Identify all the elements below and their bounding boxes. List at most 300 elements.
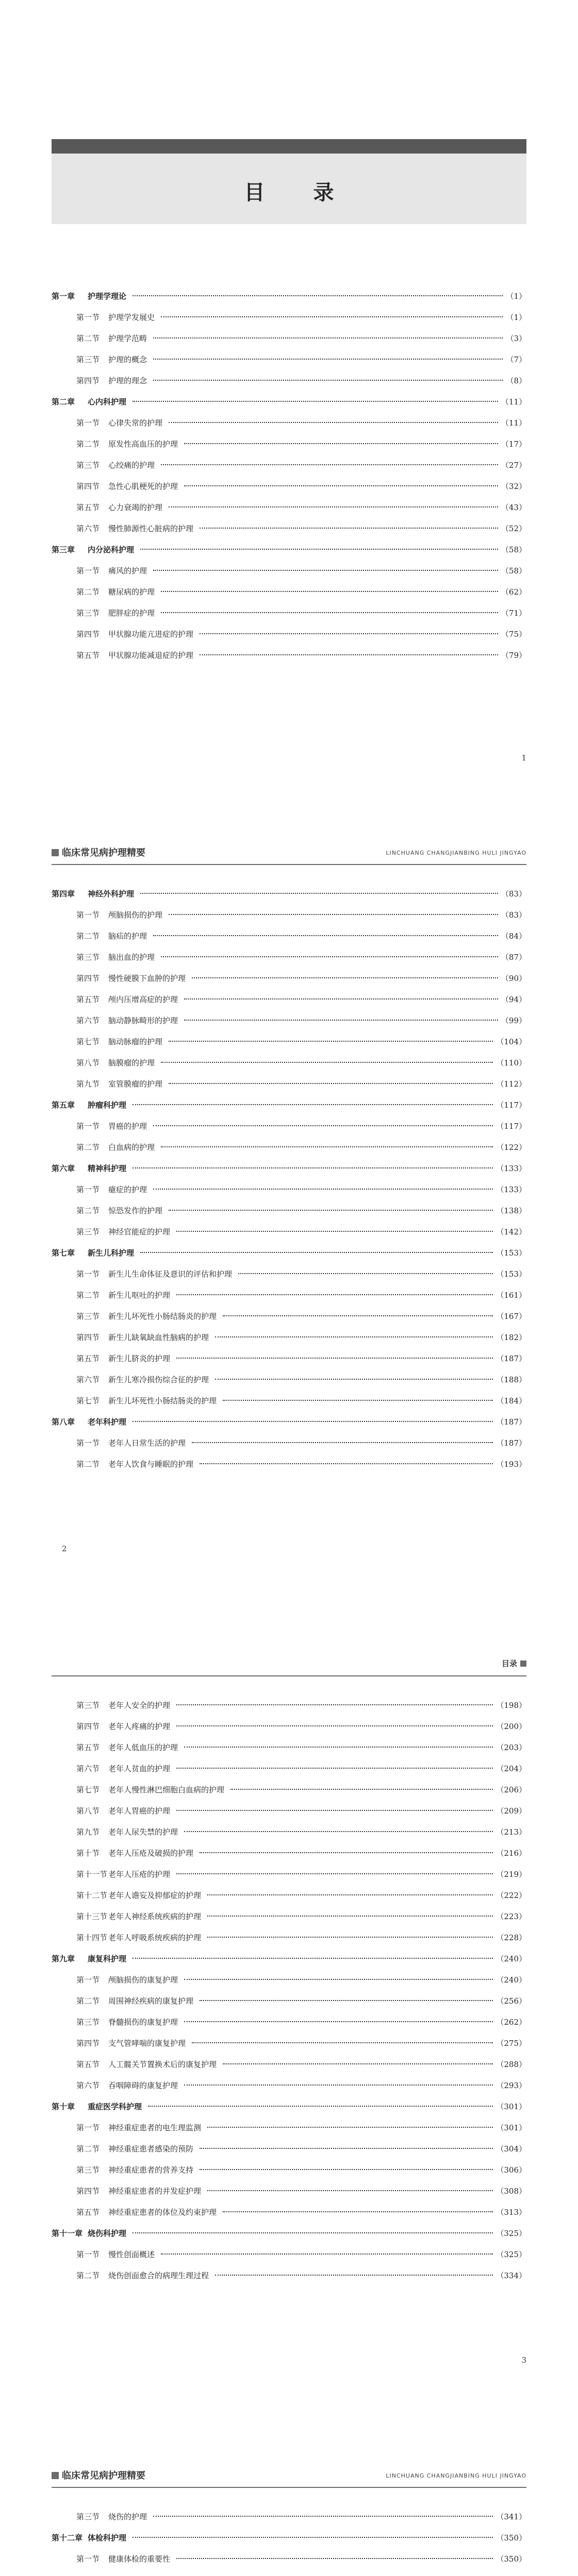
toc-entry-number: 第四节	[76, 482, 100, 491]
toc-section-row[interactable]	[52, 968, 526, 989]
toc-entry-page: （341）	[496, 2512, 526, 2521]
toc-entry-page: （133）	[496, 1164, 526, 1173]
toc-section-row[interactable]	[52, 328, 526, 349]
toc-entry-page: （301）	[496, 2102, 526, 2111]
toc-entry-title: 心力衰竭的护理	[108, 503, 163, 512]
toc-entry-page: （262）	[496, 2018, 526, 2027]
toc-entry-page: （288）	[496, 2060, 526, 2069]
dot-leader	[200, 2148, 493, 2149]
toc-entry-number: 第一节	[76, 2123, 100, 2132]
toc-entry-number: 第二节	[76, 587, 100, 597]
toc-entry-page: （52）	[501, 524, 526, 533]
contents-tab	[502, 1658, 526, 1669]
toc-section-row[interactable]	[52, 1306, 526, 1327]
toc-section-row[interactable]	[52, 1737, 526, 1758]
toc-section-row[interactable]	[52, 2265, 526, 2286]
toc-entry-number: 第二节	[76, 931, 100, 941]
toc-entry-title: 神经重症患者的并发症护理	[108, 2187, 202, 2196]
toc-entry-page: （32）	[501, 482, 526, 491]
toc-entry-number: 第一节	[76, 1185, 100, 1194]
toc-entry-page: （84）	[501, 931, 526, 941]
toc-section-row[interactable]	[52, 603, 526, 624]
dot-leader	[133, 2232, 493, 2233]
toc-entry-title: 老年人胃癌的护理	[108, 1806, 171, 1816]
toc-chapter-row[interactable]	[52, 1948, 526, 1970]
toc-entry-page: （308）	[496, 2187, 526, 2196]
toc-entry-page: （222）	[496, 1891, 526, 1900]
toc-entry-page: （187）	[496, 1354, 526, 1363]
dot-leader	[184, 1020, 498, 1021]
toc-entry-number: 第二章	[52, 397, 75, 406]
toc-entry-page: （58）	[501, 566, 526, 575]
toc-entry-title: 老年人日常生活的护理	[108, 1438, 186, 1448]
toc-section-row[interactable]	[52, 1433, 526, 1454]
toc-entry-page: （75）	[501, 630, 526, 639]
toc-section-row[interactable]	[52, 1053, 526, 1074]
toc-section-row[interactable]	[52, 947, 526, 968]
page-title: 目 录	[244, 180, 355, 205]
toc-entry-number: 第四节	[76, 630, 100, 639]
toc-section-row[interactable]	[52, 1348, 526, 1369]
dot-leader	[200, 1852, 493, 1853]
toc-entry-title: 心绞痛的护理	[108, 461, 155, 470]
toc-entry-page: （43）	[501, 503, 526, 512]
toc-entry-number: 第十二节	[76, 1891, 108, 1900]
dot-leader	[140, 1252, 493, 1253]
toc-entry-page: （122）	[496, 1143, 526, 1152]
toc-section-row[interactable]	[52, 1885, 526, 1906]
toc-entry-title: 心律失常的护理	[108, 418, 163, 428]
toc-entry-title: 室管膜瘤的护理	[108, 1079, 163, 1089]
toc-section-row[interactable]	[52, 307, 526, 328]
toc-entry-title: 脑疝的护理	[108, 931, 147, 941]
toc-entry-number: 第十章	[52, 2102, 75, 2111]
toc-section-row[interactable]	[52, 1822, 526, 1843]
toc-entry-number: 第四节	[76, 2039, 100, 2048]
toc-entry-title: 脑出血的护理	[108, 953, 155, 962]
toc-section-row[interactable]	[52, 1991, 526, 2012]
toc-entry-number: 第五节	[76, 503, 100, 512]
toc-entry-title: 烧伤的护理	[108, 2512, 147, 2521]
toc-entry-title: 神经外科护理	[88, 889, 135, 899]
toc-section-row[interactable]	[52, 518, 526, 539]
toc-entry-page: （1）	[506, 313, 526, 322]
toc-entry-page: （200）	[496, 1722, 526, 1731]
toc-entry-number: 第三节	[76, 608, 100, 618]
toc-entry-title: 颅脑损伤的康复护理	[108, 1975, 178, 1985]
toc-section-row[interactable]	[52, 1780, 526, 1801]
toc-section-row[interactable]	[52, 2075, 526, 2096]
toc-section-row[interactable]	[52, 1758, 526, 1780]
toc-entry-page: （71）	[501, 608, 526, 618]
toc-entry-number: 第六章	[52, 1164, 75, 1173]
toc-section-row[interactable]	[52, 1116, 526, 1137]
toc-entry-number: 第一节	[76, 1122, 100, 1131]
toc-list	[52, 2506, 526, 2576]
dot-leader	[176, 1810, 493, 1811]
toc-entry-page: （213）	[496, 1827, 526, 1837]
toc-entry-page: （256）	[496, 1996, 526, 2006]
dot-leader	[153, 570, 498, 571]
toc-chapter-row[interactable]	[52, 2223, 526, 2244]
toc-entry-title: 肥胖症的护理	[108, 608, 155, 618]
toc-section-row[interactable]	[52, 2549, 526, 2570]
toc-page-4	[0, 2434, 578, 2576]
toc-entry-page: （79）	[501, 651, 526, 660]
toc-entry-number: 第四节	[76, 2187, 100, 2196]
toc-entry-number: 第二节	[76, 2271, 100, 2280]
running-header	[52, 1655, 526, 1676]
toc-section-row[interactable]	[52, 2033, 526, 2054]
dot-leader	[184, 998, 498, 999]
toc-section-row[interactable]	[52, 434, 526, 455]
dot-leader	[161, 316, 503, 317]
toc-entry-title: 支气管哮喘的康复护理	[108, 2039, 186, 2048]
toc-entry-title	[108, 2570, 181, 2576]
toc-chapter-row[interactable]	[52, 884, 526, 905]
toc-entry-title: 胃癌的护理	[108, 1122, 147, 1131]
toc-entry-page: （293）	[496, 2081, 526, 2090]
toc-entry-number: 第六节	[76, 1016, 100, 1025]
toc-entry-title: 护理学发展史	[108, 313, 155, 322]
toc-entry-number: 第三节	[76, 461, 100, 470]
toc-entry-page: （204）	[496, 1764, 526, 1773]
book-title	[52, 845, 145, 859]
toc-section-row[interactable]	[52, 1864, 526, 1885]
dot-leader	[184, 485, 498, 486]
toc-section-row[interactable]	[52, 476, 526, 497]
toc-entry-title: 慢性硬膜下血肿的护理	[108, 974, 186, 983]
toc-section-row[interactable]	[52, 2202, 526, 2223]
toc-entry-page: （240）	[496, 1975, 526, 1985]
toc-entry-number: 第六节	[76, 2081, 100, 2090]
toc-entry-page: （3）	[506, 334, 526, 343]
book-title-text: 临床常见病护理精要	[62, 848, 145, 858]
toc-section-row[interactable]	[52, 413, 526, 434]
toc-section-row[interactable]	[52, 2506, 526, 2528]
toc-chapter-row[interactable]	[52, 1158, 526, 1179]
dot-leader	[161, 1062, 493, 1063]
toc-section-row[interactable]	[52, 1222, 526, 1243]
toc-entry-title: 肿瘤科护理	[88, 1100, 127, 1110]
toc-entry-number: 第四节	[76, 1333, 100, 1342]
toc-chapter-row[interactable]	[52, 1243, 526, 1264]
toc-entry-number: 第二节	[76, 2144, 100, 2154]
toc-entry-title: 老年人安全的护理	[108, 1701, 171, 1710]
dot-leader	[133, 401, 498, 402]
toc-entry-title: 老年人贫血的护理	[108, 1764, 171, 1773]
toc-section-row[interactable]	[52, 1454, 526, 1475]
dot-leader	[153, 337, 503, 338]
toc-section-row[interactable]	[52, 1200, 526, 1222]
toc-entry-number: 第二节	[76, 439, 100, 449]
dot-leader	[153, 359, 503, 360]
toc-entry-title: 神经官能症的护理	[108, 1227, 171, 1236]
dot-leader	[133, 295, 503, 296]
dot-leader	[133, 1104, 493, 1105]
dot-leader	[215, 1379, 493, 1380]
toc-entry-title: 新生儿坏死性小肠结肠炎的护理	[108, 1312, 217, 1321]
book-pinyin: LINCHUANG CHANGJIANBING HULI JINGYAO	[386, 850, 526, 856]
dot-leader	[215, 2275, 493, 2276]
toc-entry-page: （275）	[496, 2039, 526, 2048]
toc-entry-title: 老年人神经系统疾病的护理	[108, 1912, 202, 1921]
toc-entry-title: 体检科护理	[88, 2533, 127, 2543]
toc-section-row[interactable]	[52, 2181, 526, 2202]
toc-entry-page: （133）	[496, 1185, 526, 1194]
dot-leader	[176, 1231, 493, 1232]
toc-section-row[interactable]	[52, 2054, 526, 2075]
toc-list	[52, 884, 526, 1475]
toc-entry-number: 第七章	[52, 1248, 75, 1258]
toc-entry-page: （17）	[501, 439, 526, 449]
dot-leader	[184, 2084, 493, 2086]
toc-entry-title: 颅脑损伤的护理	[108, 910, 163, 920]
dot-leader	[161, 1146, 493, 1147]
toc-chapter-row[interactable]	[52, 286, 526, 307]
toc-entry-number: 第三节	[76, 953, 100, 962]
dot-leader	[200, 633, 498, 634]
dot-leader	[207, 1894, 493, 1895]
dot-leader	[230, 1789, 493, 1790]
toc-entry-page: （99）	[501, 1016, 526, 1025]
toc-section-row[interactable]	[52, 1716, 526, 1737]
dot-leader	[207, 1937, 493, 1938]
toc-chapter-row[interactable]	[52, 539, 526, 561]
toc-entry-page: （240）	[496, 1954, 526, 1963]
toc-section-row[interactable]	[52, 1179, 526, 1200]
dot-leader	[200, 1463, 493, 1464]
toc-section-row[interactable]	[52, 1010, 526, 1031]
dot-leader	[169, 422, 498, 423]
toc-section-row[interactable]	[52, 1801, 526, 1822]
toc-section-row[interactable]	[52, 2139, 526, 2160]
dot-leader	[207, 1916, 493, 1917]
toc-section-row[interactable]	[52, 370, 526, 392]
toc-entry-number: 第五节	[76, 995, 100, 1004]
toc-section-row[interactable]	[52, 905, 526, 926]
page-number: 2	[62, 1544, 67, 1553]
toc-section-row[interactable]	[52, 582, 526, 603]
toc-entry-number: 第二节	[76, 1143, 100, 1152]
dot-leader	[223, 2063, 493, 2064]
dot-leader	[184, 443, 498, 444]
toc-entry-title: 神经重症患者的体位及约束护理	[108, 2208, 217, 2217]
toc-entry-number: 第一节	[76, 2554, 100, 2564]
toc-section-row[interactable]	[52, 1843, 526, 1864]
toc-entry-number: 第二节	[76, 1460, 100, 1469]
toc-entry-title: 老年人压疮及破损的护理	[108, 1849, 194, 1858]
toc-entry-number: 第六节	[76, 1375, 100, 1384]
toc-entry-title: 神经重症患者感染的预防	[108, 2144, 194, 2154]
toc-entry-title: 慢性创面概述	[108, 2250, 155, 2259]
toc-entry-page: （117）	[496, 1100, 526, 1110]
dot-leader	[207, 2127, 493, 2128]
toc-section-row[interactable]	[52, 2117, 526, 2139]
toc-entry-number: 第五节	[76, 1743, 100, 1752]
toc-entry-page: （198）	[496, 1701, 526, 1710]
toc-entry-number: 第一节	[76, 418, 100, 428]
dot-leader	[169, 1041, 493, 1042]
toc-entry-title: 癔症的护理	[108, 1185, 147, 1194]
toc-section-row[interactable]	[52, 989, 526, 1010]
toc-section-row[interactable]	[52, 1369, 526, 1391]
toc-section-row[interactable]	[52, 2012, 526, 2033]
toc-entry-title: 人工髋关节置换术后的康复护理	[108, 2060, 217, 2069]
toc-entry-title: 甲状腺功能减退症的护理	[108, 651, 194, 660]
dot-leader	[192, 2042, 493, 2043]
dot-leader	[238, 1273, 493, 1274]
toc-entry-number: 第一节	[76, 1438, 100, 1448]
dot-leader	[184, 1747, 493, 1748]
toc-entry-number: 第八节	[76, 1806, 100, 1816]
toc-section-row[interactable]	[52, 1137, 526, 1158]
toc-entry-number: 第五节	[76, 1354, 100, 1363]
dot-leader	[161, 464, 498, 465]
toc-entry-page: （153）	[496, 1269, 526, 1279]
toc-chapter-row[interactable]	[52, 392, 526, 413]
dot-leader	[133, 2537, 493, 2538]
toc-section-row[interactable]	[52, 349, 526, 370]
toc-section-row[interactable]	[52, 497, 526, 518]
toc-entry-page: （304）	[496, 2144, 526, 2154]
dot-leader	[207, 2190, 493, 2191]
toc-entry-page: （1）	[506, 292, 526, 301]
dot-leader	[176, 1358, 493, 1359]
toc-section-row[interactable]	[52, 926, 526, 947]
toc-entry-page: （142）	[496, 1227, 526, 1236]
toc-entry-title: 护理的理念	[108, 376, 147, 385]
toc-entry-number: 第九节	[76, 1827, 100, 1837]
toc-entry-title: 痛风的护理	[108, 566, 147, 575]
toc-entry-number: 第一节	[76, 1269, 100, 1279]
toc-entry-page: （167）	[496, 1312, 526, 1321]
toc-entry-page: （110）	[496, 1058, 526, 1067]
dot-leader	[140, 893, 498, 894]
running-header	[52, 843, 526, 865]
toc-entry-number: 第五节	[76, 651, 100, 660]
toc-entry-title: 吞咽障碍的康复护理	[108, 2081, 178, 2090]
toc-entry-number: 第二节	[76, 1291, 100, 1300]
dot-leader	[153, 2516, 493, 2517]
dot-leader	[215, 1336, 493, 1337]
toc-entry-title: 老年人尿失禁的护理	[108, 1827, 178, 1837]
contents-tab-text: 目录	[501, 1659, 517, 1668]
toc-entry-number: 第五章	[52, 1100, 75, 1110]
toc-entry-number: 第十节	[76, 1849, 100, 1858]
toc-section-row[interactable]	[52, 2244, 526, 2265]
toc-section-row[interactable]	[52, 2160, 526, 2181]
toc-entry-number: 第三节	[76, 1312, 100, 1321]
dot-leader	[223, 1315, 493, 1316]
toc-entry-title: 心内科护理	[88, 397, 127, 406]
toc-section-row[interactable]	[52, 1327, 526, 1348]
toc-entry-page: （223）	[496, 1912, 526, 1921]
toc-section-row[interactable]	[52, 1927, 526, 1948]
dot-leader	[161, 956, 498, 957]
toc-list	[52, 1695, 526, 2286]
toc-entry-number: 第三章	[52, 545, 75, 554]
toc-entry-title: 慢性肺源性心脏病的护理	[108, 524, 194, 533]
toc-entry-number: 第七节	[76, 1396, 100, 1405]
toc-entry-title: 新生儿呕吐的护理	[108, 1291, 171, 1300]
toc-entry-page: （87）	[501, 953, 526, 962]
toc-entry-number: 第六节	[76, 524, 100, 533]
toc-section-row[interactable]	[52, 1695, 526, 1716]
toc-page-2	[0, 811, 578, 1615]
toc-section-row[interactable]	[52, 645, 526, 666]
toc-entry-title: 精神科护理	[88, 1164, 127, 1173]
toc-section-row[interactable]	[52, 561, 526, 582]
dot-leader	[133, 1421, 493, 1422]
dot-leader	[133, 1958, 493, 1959]
toc-section-row[interactable]	[52, 1970, 526, 1991]
dot-leader	[192, 977, 498, 978]
dot-leader	[192, 1442, 493, 1443]
toc-section-row[interactable]	[52, 1391, 526, 1412]
toc-section-row[interactable]	[52, 1285, 526, 1306]
toc-entry-number: 第二节	[76, 1206, 100, 1215]
toc-entry-page: （188）	[496, 1375, 526, 1384]
square-icon	[520, 1660, 526, 1667]
toc-entry-page: （325）	[496, 2250, 526, 2259]
toc-entry-number: 第一章	[52, 292, 75, 301]
toc-entry-page: （83）	[501, 889, 526, 899]
toc-entry-title: 脑动静脉畸形的护理	[108, 1016, 178, 1025]
toc-entry-title: 老年人疼痛的护理	[108, 1722, 171, 1731]
toc-section-row[interactable]	[52, 2570, 526, 2576]
toc-section-row[interactable]	[52, 1031, 526, 1053]
toc-entry-number: 第二节	[76, 1996, 100, 2006]
toc-entry-title: 老年人慢性淋巴细胞白血病的护理	[108, 1785, 225, 1794]
toc-section-row[interactable]	[52, 455, 526, 476]
toc-entry-title: 新生儿缺氧缺血性脑病的护理	[108, 1333, 209, 1342]
toc-section-row[interactable]	[52, 1264, 526, 1285]
toc-entry-title: 甲状腺功能亢进症的护理	[108, 630, 194, 639]
toc-entry-number: 第十四节	[76, 1933, 108, 1942]
toc-entry-page: （161）	[496, 1291, 526, 1300]
toc-entry-number: 第十三节	[76, 1912, 108, 1921]
toc-entry-number: 第三节	[76, 2512, 100, 2521]
toc-chapter-row[interactable]	[52, 2528, 526, 2549]
dot-leader	[176, 1704, 493, 1705]
toc-chapter-row[interactable]	[52, 1412, 526, 1433]
dot-leader	[223, 1400, 493, 1401]
toc-section-row[interactable]	[52, 624, 526, 645]
dot-leader	[169, 914, 498, 915]
title-bar	[52, 139, 526, 154]
toc-section-row[interactable]	[52, 1906, 526, 1927]
book-title-text: 临床常见病护理精要	[62, 2470, 145, 2481]
dot-leader	[184, 2021, 493, 2022]
toc-entry-number: 第三节	[76, 2018, 100, 2027]
toc-entry-number: 第八节	[76, 1058, 100, 1067]
toc-entry-page: （90）	[501, 974, 526, 983]
dot-leader	[200, 654, 498, 655]
toc-entry-number: 第七节	[76, 1785, 100, 1794]
toc-chapter-row[interactable]	[52, 2096, 526, 2117]
toc-entry-number: 第五节	[76, 2060, 100, 2069]
dot-leader	[184, 1831, 493, 1832]
toc-entry-page	[496, 2570, 526, 2576]
toc-entry-title: 脑动脉瘤的护理	[108, 1037, 163, 1046]
toc-entry-number: 第十二章	[52, 2533, 83, 2543]
toc-entry-page: （112）	[496, 1079, 526, 1089]
toc-section-row[interactable]	[52, 1074, 526, 1095]
toc-chapter-row[interactable]	[52, 1095, 526, 1116]
toc-entry-title: 急性心肌梗死的护理	[108, 482, 178, 491]
toc-entry-page: （11）	[501, 397, 526, 406]
